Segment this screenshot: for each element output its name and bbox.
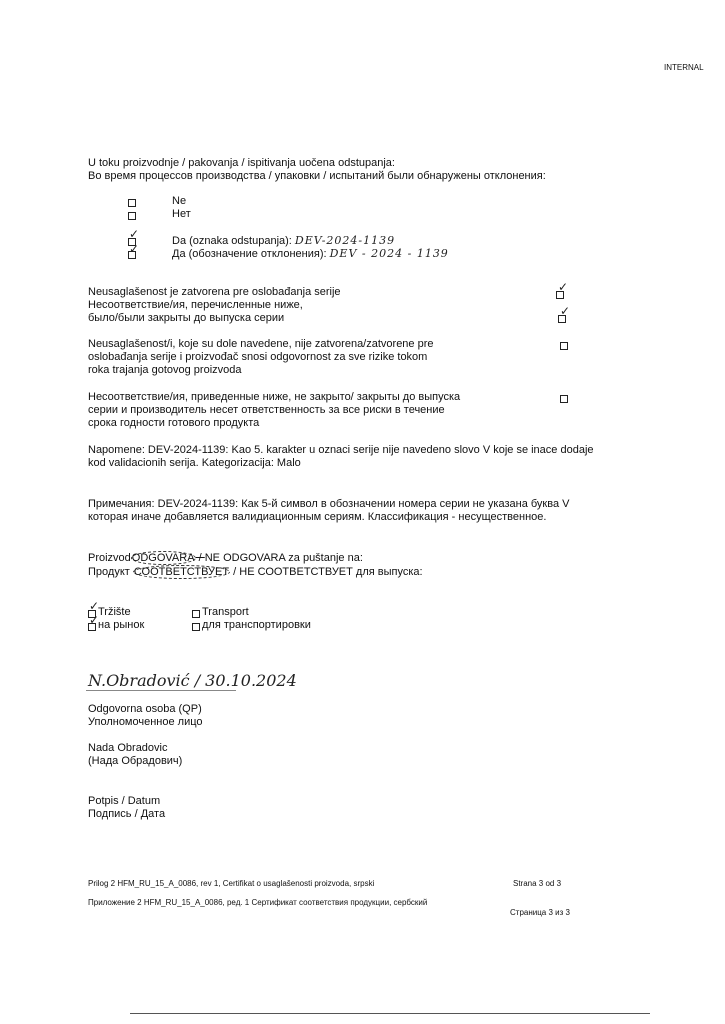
closure-opt2-line3: roka trajanja gotovog proizvoda [88,364,242,376]
checkmark-icon: ✓ [129,227,140,241]
no-checkbox-sr[interactable] [128,199,136,207]
qp-name-sr: Nada Obradovic [88,742,168,754]
notes-sr-line2: kod validacionih serija. Kategorizacija: Malo [88,457,301,469]
closure-opt3-line2: серии и производитель несет ответственность за все риски в течение [88,404,445,416]
market-label-sr: Tržište [98,606,131,618]
closure-opt1-line1: Neusaglašenost je zatvorena pre oslobađanja serije [88,286,341,298]
yes-label-sr: Da (oznaka odstupanja): DEV-2024-1139 [172,234,396,247]
closure-opt1-line3: было/были закрыты до выпуска серии [88,312,285,324]
market-label-ru: на рынок [98,619,145,631]
checkmark-icon: ✓ [89,613,100,627]
checkmark-icon: ✓ [89,599,100,613]
no-label-ru: Нет [172,208,191,220]
circled-match-sr: ODGOVARA [131,552,195,564]
yes-label-ru: Да (обозначение отклонения): DEV - 2024 - 1139 [172,247,449,260]
checkmark-icon: ✓ [558,280,569,294]
closure-opt1-line2: Несоответствие/ия, перечисленные ниже, [88,299,303,311]
classification-label: INTERNAL [664,63,704,72]
transport-label-ru: для транспортировки [202,619,311,631]
transport-label-sr: Transport [202,606,249,618]
footer-ref-sr: Prilog 2 HFM_RU_15_A_0086, rev 1, Certifikat o usaglašenosti proizvoda, srpski [88,879,375,888]
closure-opt3-line3: срока годности готового продукта [88,417,260,429]
closure-opt2-checkbox[interactable] [560,342,568,350]
footer-page-sr: Strana 3 od 3 [513,879,562,888]
closure-opt2-line2: oslobađanja serije i proizvođač snosi odgovornost za sve rizike tokom [88,351,428,363]
no-checkbox-ru[interactable] [128,212,136,220]
qp-role-ru: Уполномоченное лицо [88,716,203,728]
closure-opt3-line1: Несоответствие/ия, приведенные ниже, не закрыто/ закрыты до выпуска [88,391,461,403]
signature-date-label-sr: Potpis / Datum [88,795,161,807]
bottom-scan-edge [130,1013,650,1014]
notes-ru-line2: которая иначе добавляется валидиационным сериям. Классификация - несущественное. [88,511,547,523]
checkmark-icon: ✓ [129,242,140,256]
release-line-ru: Продукт СООТВЕТСТВУЕТ / НЕ СООТВЕТСТВУЕТ для выпуска: [88,566,423,578]
footer-ref-ru: Приложение 2 HFM_RU_15_A_0086, ред. 1 Сертификат соответствия продукции, сербский [88,898,428,907]
qp-name-ru: (Нада Обрадович) [88,755,183,767]
handwritten-signature: N.Obradović / 30.10.2024 [88,671,297,690]
notes-sr-line1: Napomene: DEV-2024-1139: Kao 5. karakter u oznaci serije nije navedeno slovo V koje se inace dodaje [88,444,594,456]
handwritten-deviation-id-ru: DEV - 2024 - 1139 [329,247,449,260]
no-label-sr: Ne [172,195,187,207]
signature-underline [86,690,236,691]
closure-opt3-checkbox[interactable] [560,395,568,403]
release-line-sr: ProizvodODGOVARA / NE ODGOVARA za puštanje na: [88,552,363,564]
checkmark-icon: ✓ [560,304,571,318]
deviations-question-sr: U toku proizvodnje / pakovanja / ispitivanja uočena odstupanja: [88,157,395,169]
qp-role-sr: Odgovorna osoba (QP) [88,703,202,715]
transport-checkbox-ru[interactable] [192,623,200,631]
handwritten-deviation-id-sr: DEV-2024-1139 [294,234,396,247]
signature-date-label-ru: Подпись / Дата [88,808,166,820]
deviations-question-ru: Во время процессов производства / упаковки / испытаний были обнаружены отклонения: [88,170,546,182]
circled-match-ru: СООТВЕТСТВУЕТ [133,566,230,578]
footer-page-ru: Страница 3 из 3 [510,908,570,917]
transport-checkbox-sr[interactable] [192,610,200,618]
notes-ru-line1: Примечания: DEV-2024-1139: Как 5-й символ в обозначении номера серии не указана буква V [88,498,570,510]
closure-opt2-line1: Neusaglašenost/i, koje su dole navedene, nije zatvorena/zatvorene pre [88,338,434,350]
